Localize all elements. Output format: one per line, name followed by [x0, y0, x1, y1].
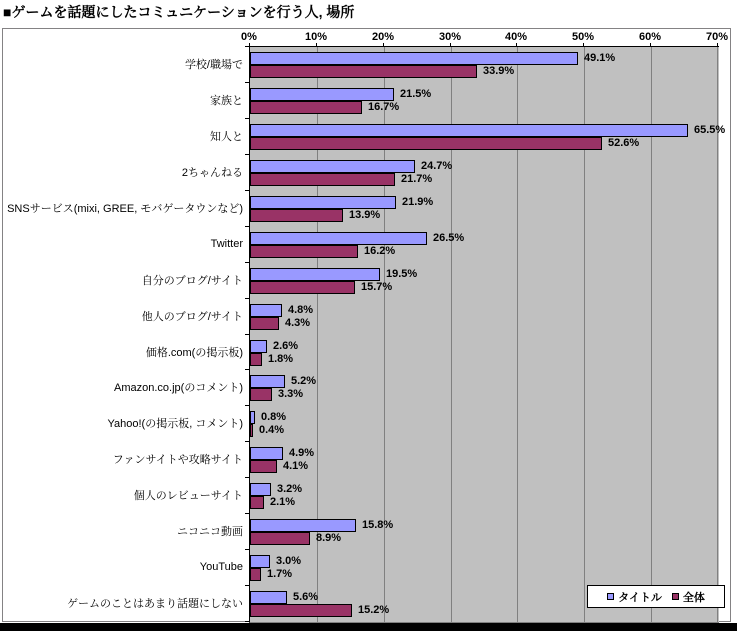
x-axis-tick-label: 30% — [438, 31, 462, 43]
bar-title — [250, 88, 394, 101]
bar-zentai — [250, 353, 262, 366]
category-label: YouTube — [199, 560, 243, 573]
bar-title — [250, 268, 380, 281]
bar-title — [250, 196, 396, 209]
bar-zentai — [250, 424, 253, 437]
bar-zentai — [250, 604, 352, 617]
legend-entry-title — [607, 589, 662, 605]
bar-zentai — [250, 65, 477, 78]
x-axis-tick-label: 20% — [371, 31, 395, 43]
x-axis-tick-label: 10% — [304, 31, 328, 43]
value-label: 4.3% — [285, 317, 311, 329]
category-label: ゲームのことはあまり話題にしない — [67, 597, 243, 610]
legend-label-title: タイトル — [618, 591, 662, 604]
category-label: SNSサービス(mixi, GREE, モバゲータウンなど) — [7, 202, 243, 215]
bottom-border-bar — [0, 623, 737, 631]
bar-zentai — [250, 568, 261, 581]
value-label: 2.1% — [270, 496, 296, 508]
legend-entry-zentai — [672, 589, 705, 605]
bar-zentai — [250, 460, 277, 473]
x-axis-tick-label: 0% — [241, 31, 257, 43]
value-label: 21.9% — [402, 196, 434, 208]
bar-title — [250, 375, 285, 388]
bar-title — [250, 304, 282, 317]
category-label: 価格.com(の掲示板) — [145, 346, 243, 359]
value-label: 16.7% — [368, 101, 400, 113]
x-axis-tick-label: 60% — [638, 31, 662, 43]
bar-zentai — [250, 101, 362, 114]
bar-title — [250, 591, 287, 604]
value-label: 8.9% — [316, 532, 342, 544]
plot-area — [249, 46, 726, 623]
value-label: 15.8% — [362, 519, 394, 531]
category-label: 個人のレビューサイト — [133, 489, 243, 502]
legend — [587, 585, 725, 608]
legend-swatch-title — [607, 593, 614, 600]
value-label: 33.9% — [483, 65, 515, 77]
value-label: 2.6% — [273, 340, 299, 352]
value-label: 15.2% — [358, 604, 390, 616]
category-label: 2ちゃんねる — [181, 166, 243, 179]
value-label: 26.5% — [433, 232, 465, 244]
chart-title: ■ゲームを話題にしたコミュニケーションを行う人, 場所 — [3, 4, 355, 20]
category-label: ニコニコ動画 — [177, 525, 243, 538]
value-label: 4.8% — [288, 304, 314, 316]
category-label: Amazon.co.jp(のコメント) — [114, 381, 243, 394]
bar-zentai — [250, 281, 355, 294]
category-label: Twitter — [210, 237, 243, 250]
bar-zentai — [250, 317, 279, 330]
value-label: 49.1% — [584, 52, 616, 64]
category-label: 家族と — [210, 94, 243, 107]
value-label: 3.0% — [276, 555, 302, 567]
chart-area — [2, 28, 731, 622]
x-axis-tick-label: 50% — [571, 31, 595, 43]
value-label: 4.1% — [283, 460, 309, 472]
bar-title — [250, 124, 688, 137]
x-axis-tick-label: 70% — [705, 31, 729, 43]
bar-zentai — [250, 137, 602, 150]
bar-title — [250, 340, 267, 353]
category-label: 他人のブログ/サイト — [141, 310, 243, 323]
value-label: 21.7% — [401, 173, 433, 185]
value-label: 65.5% — [694, 124, 726, 136]
bar-zentai — [250, 209, 343, 222]
value-label: 5.2% — [291, 375, 317, 387]
category-label: 知人と — [210, 130, 243, 143]
value-label: 3.2% — [277, 483, 303, 495]
legend-swatch-zentai — [672, 593, 679, 600]
bar-title — [250, 519, 356, 532]
value-label: 1.7% — [267, 568, 293, 580]
bar-zentai — [250, 173, 395, 186]
value-label: 0.8% — [261, 411, 287, 423]
bar-title — [250, 447, 283, 460]
legend-label-zentai: 全体 — [682, 591, 705, 604]
value-label: 0.4% — [259, 424, 285, 436]
category-label: ファンサイトや攻略サイト — [112, 453, 243, 466]
value-label: 4.9% — [289, 447, 315, 459]
value-label: 15.7% — [361, 281, 393, 293]
value-label: 52.6% — [608, 137, 640, 149]
value-label: 19.5% — [386, 268, 418, 280]
bar-zentai — [250, 388, 272, 401]
bar-zentai — [250, 532, 310, 545]
category-label: 自分のブログ/サイト — [141, 274, 243, 287]
value-label: 1.8% — [268, 353, 294, 365]
value-label: 5.6% — [293, 591, 319, 603]
bar-title — [250, 411, 255, 424]
value-label: 13.9% — [349, 209, 381, 221]
bar-title — [250, 52, 578, 65]
value-label: 21.5% — [400, 88, 432, 100]
value-label: 3.3% — [278, 388, 304, 400]
bar-title — [250, 555, 270, 568]
bar-title — [250, 160, 415, 173]
bar-title — [250, 483, 271, 496]
value-label: 24.7% — [421, 160, 453, 172]
category-label: 学校/職場で — [184, 58, 243, 71]
bar-zentai — [250, 496, 264, 509]
bar-title — [250, 232, 427, 245]
x-axis-tick-label: 40% — [504, 31, 528, 43]
category-label: Yahoo!(の掲示板, コメント) — [107, 417, 243, 430]
bar-zentai — [250, 245, 358, 258]
value-label: 16.2% — [364, 245, 396, 257]
